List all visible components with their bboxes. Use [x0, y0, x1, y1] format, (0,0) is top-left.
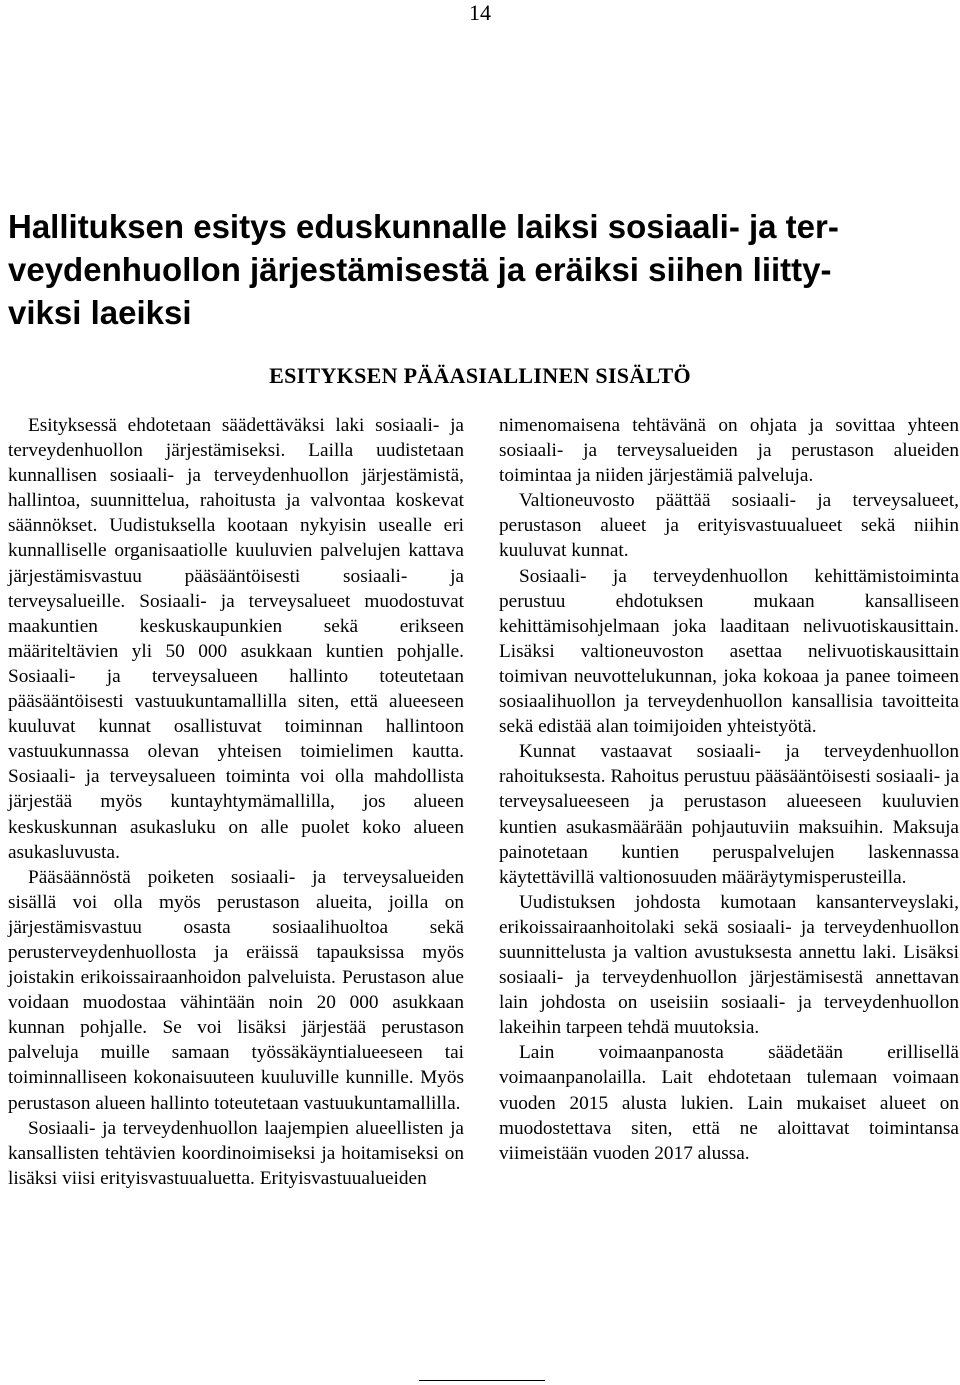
left-column [8, 413, 464, 1191]
left-paragraph-2: Pääsäännöstä poiketen sosiaali- ja terveysalueiden sisällä voi olla myös perustason alueita, joilla on järjestämisvastuu osasta sosiaalihuoltoa sekä perusterveydenhuollosta ja eräissä tapauksissa myös joistakin erikoissairaanhoidon palveluista. Perustason alue voidaan muodostaa vähintään noin 20 000 asukkaan kunnan pohjalle. Se voi lisäksi järjestää perustason palveluja muille samaan työssäkäyntialueeseen tai toiminnalliseen kokonaisuuteen kuuluville kunnille. Myös perustason alueen hallinto toteutetaan vastuukuntamallilla. [8, 866, 464, 1114]
left-paragraph-1: Esityksessä ehdotetaan säädettäväksi laki sosiaali- ja terveydenhuollon järjestämiseksi. Lailla uudistetaan kunnallisen sosiaali- ja terveydenhuollon järjestämistä, hallintoa, suunnittelua, rahoitusta ja valvontaa koskevat säännökset. Uudistuksella kootaan nykyisin usealle eri kunnalliselle organisaatiolle kuuluvien palvelujen kattava järjestämisvastuu pääsääntöisesti sosiaali- ja terveysalueille. Sosiaali- ja terveysalueet muodostuvat maakuntien keskuskaupunkien sekä erikseen määriteltävien yli 50 000 asukkaan kuntien pohjalle. Sosiaali- ja terveysalueen hallinto toteutetaan pääsääntöisesti vastuukuntamallilla siten, että alueeseen kuuluvat kunnat osallistuvat toiminnan hallintoon vastuukunnassa olevan yhteisen toimielimen kautta. Sosiaali- ja terveysalueen toiminta voi olla mahdollista järjestää myös kuntayhtymämallilla, jos alueen keskuskunnan asukasluku on alle puolet koko alueen asukasluvusta. [8, 415, 464, 863]
footnote-rule [419, 1380, 545, 1381]
right-paragraph-1: nimenomaisena tehtävänä on ohjata ja sovittaa yhteen sosiaali- ja terveysalueiden ja perustason alueiden toimintaa ja niiden järjestämiä palveluja. [499, 415, 959, 487]
title-line-1: Hallituksen esitys eduskunnalle laiksi sosiaali- ja ter- [8, 208, 839, 245]
right-column [499, 413, 959, 1166]
page-number: 14 [469, 0, 491, 25]
right-paragraph-6: Lain voimaanpanosta säädetään erillisellä voimaanpanolailla. Lait ehdotetaan tulemaan voimaan vuoden 2015 alusta lukien. Lain mukaiset alueet on muodostettava siten, että ne aloittavat toimintansa viimeistään vuoden 2017 alussa. [499, 1042, 959, 1164]
right-paragraph-3: Sosiaali- ja terveydenhuollon kehittämistoiminta perustuu ehdotuksen mukaan kansalliseen kehittämisohjelmaan joka laaditaan nelivuotiskausittain. Lisäksi valtioneuvoston asettaa nelivuotiskausittain toimivan neuvottelukunnan, joka kokoaa ja panee toimeen sosiaalihuollon ja terveydenhuollon kansallisia tavoitteita sekä edistää alan toimijoiden yhteistyötä. [499, 565, 959, 738]
right-paragraph-5: Uudistuksen johdosta kumotaan kansanterveyslaki, erikoissairaanhoitolaki sekä sosiaali- ja terveydenhuollon suunnittelusta ja valtion avustuksesta annettu laki. Lisäksi sosiaali- ja terveydenhuollon järjestämisestä annettavan lain johdosta on useisiin sosiaali- ja terveydenhuollon lakeihin tarpeen tehdä muutoksia. [499, 891, 959, 1039]
left-paragraph-3: Sosiaali- ja terveydenhuollon laajempien alueellisten ja kansallisten tehtävien koordinoimiseksi ja hoitamiseksi on lisäksi viisi erityisvastuualuetta. Erityisvastuualueiden [8, 1117, 464, 1189]
document-title [8, 205, 943, 334]
right-paragraph-4: Kunnat vastaavat sosiaali- ja terveydenhuollon rahoituksesta. Rahoitus perustuu pääsääntöisesti sosiaali- ja terveysalueeseen ja perustason alueeseen kuuluvien kuntien asukasmäärään pohjautuviin maksuihin. Maksuja painotetaan kuntien peruspalvelujen laskennassa käytettävillä valtionosuuden määräytymisperusteilla. [499, 741, 959, 888]
right-paragraph-2: Valtioneuvosto päättää sosiaali- ja terveysalueet, perustason alueet ja erityisvastuualueet sekä niihin kuuluvat kunnat. [499, 490, 959, 562]
title-line-3: viksi laeiksi [8, 294, 192, 331]
title-line-2: veydenhuollon järjestämisestä ja eräiksi siihen liitty- [8, 251, 832, 288]
section-heading: ESITYKSEN PÄÄASIALLINEN SISÄLTÖ [269, 363, 691, 388]
